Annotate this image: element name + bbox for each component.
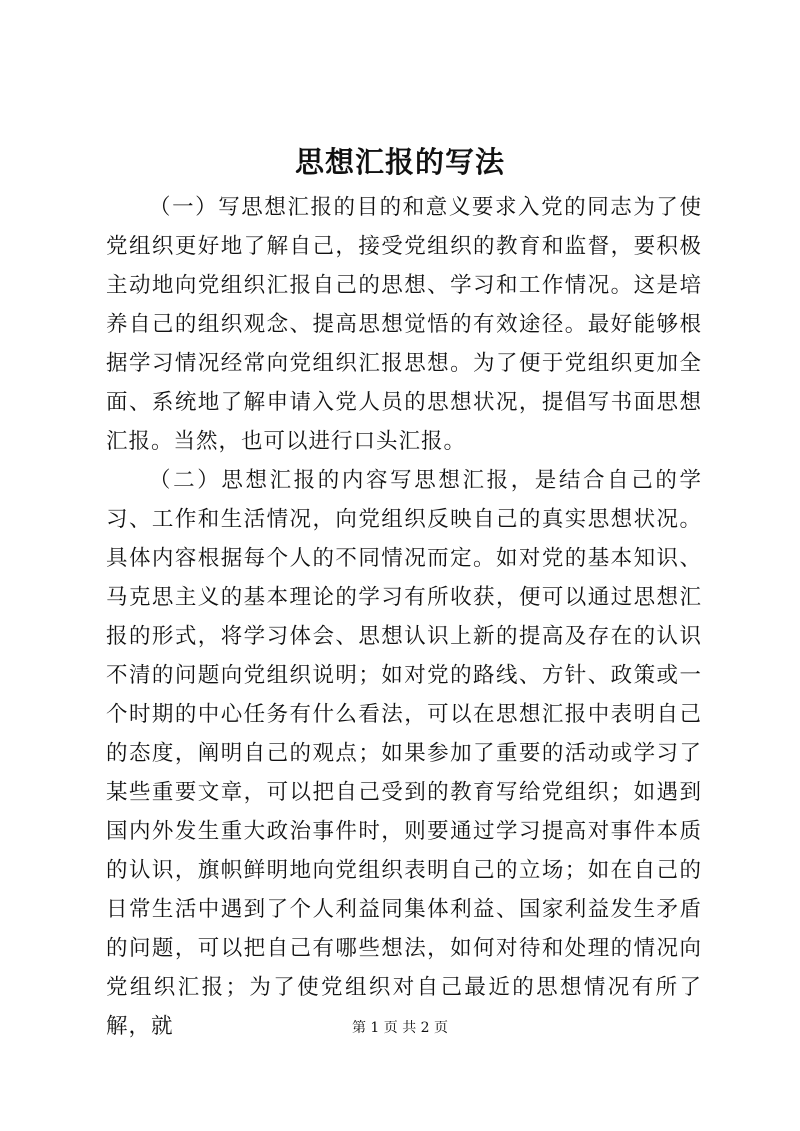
paragraph-2: （二）思想汇报的内容写思想汇报，是结合自己的学习、工作和生活情况，向党组织反映自己的真实思想状况。具体内容根据每个人的不同情况而定。如对党的基本知识、马克思主义的基本理论的学习有所收获，便可以通过思想汇报的形式，将学习体会、思想认识上新的提高及存在的认识不清的问题向党组织说明；如对党的路线、方针、政策或一个时期的中心任务有什么看法，可以在思想汇报中表明自己的态度，阐明自己的观点；如果参加了重要的活动或学习了某些重要文章，可以把自己受到的教育写给党组织；如遇到国内外发生重大政治事件时，则要通过学习提高对事件本质的认识，旗帜鲜明地向党组织表明自己的立场；如在自己的日常生活中遇到了个人利益同集体利益、国家利益发生矛盾的问题，可以把自己有哪些想法，如何对待和处理的情况向党组织汇报；为了使党组织对自己最近的思想情况有所了解，就 [106,468,702,1039]
document-title: 思想汇报的写法 [294,145,505,179]
paragraph-1: （一）写思想汇报的目的和意义要求入党的同志为了使党组织更好地了解自己，接受党组织的教育和监督，要积极主动地向党组织汇报自己的思想、学习和工作情况。这是培养自己的组织观念、提高思想觉悟的有效途径。最好能够根据学习情况经常向党组织汇报思想。为了便于党组织更加全面、系统地了解申请入党人员的思想状况，提倡写书面思想汇报。当然，也可以进行口头汇报。 [106,195,702,454]
page-footer: 第 1 页 共 2 页 [351,1020,449,1036]
document-body [106,188,702,1046]
